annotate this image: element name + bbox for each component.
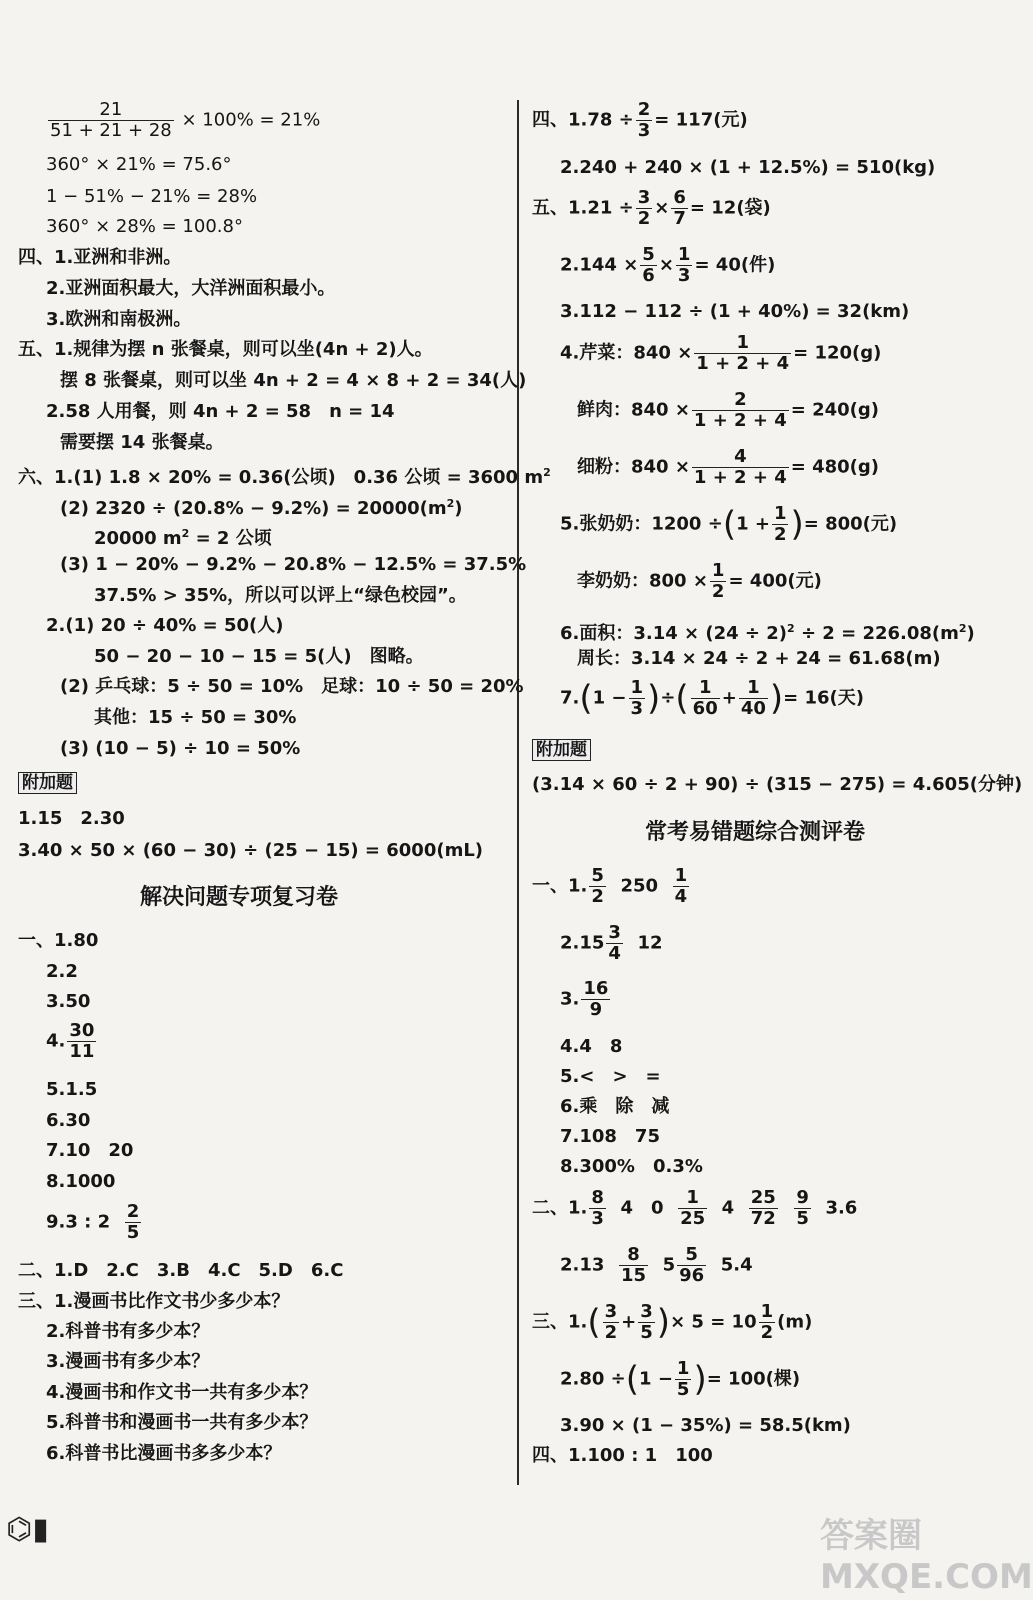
answer-line: 3.40 × 50 × (60 − 30) ÷ (25 − 15) = 6000(mL) [18,840,484,861]
fraction-line: 4.芹菜：840 × $\frac{1}{1 + 2 + 4}$ = 120(g) [560,332,882,374]
answer-line: 摆 8 张餐桌，则可以坐 4n + 2 = 4 × 8 + 2 = 34(人) [60,370,527,391]
answer-line: 8.300% 0.3% [560,1156,703,1177]
answer-line: (3) 1 − 20% − 9.2% − 20.8% − 12.5% = 37.5% [60,554,527,575]
answer-line: 其他：15 ÷ 50 = 30% [94,707,297,728]
answer-line: 7.108 75 [560,1126,660,1147]
answer-line: 周长：3.14 × 24 ÷ 2 + 24 = 61.68(m) [577,648,941,669]
answer-line: 五、1.规律为摆 n 张餐桌，则可以坐(4n + 2)人。 [18,339,433,360]
answer-line: 2.240 + 240 × (1 + 12.5%) = 510(kg) [560,157,936,178]
answer-line: 六、1.(1) 1.8 × 20% = 0.36(公顷) 0.36 公顷 = 3600 $m^2$ [18,466,551,488]
answer-line: 3.欧洲和南极洲。 [46,309,192,330]
answer-line: 三、1.漫画书比作文书少多少本？ [18,1291,290,1312]
answer-line: 二、1.D 2.C 3.B 4.C 5.D 6.C [18,1260,344,1281]
answer-line: 5.科普书和漫画书一共有多少本？ [46,1412,318,1433]
fraction-line: 二、1. $\frac{8}{3}$ 4 0 $\frac{1}{25}$ 4 $\frac{25}{72}$ $\frac{9}{5}$ 3.6 [532,1187,858,1229]
answer-line: 6.科普书比漫画书多多少本？ [46,1443,282,1464]
answer-line: 2.2 [46,961,78,982]
answer-line: (2) $2320 \div (20.8\% - 9.2\%) = 20000(m^2)$ [60,497,463,519]
fraction-line: 9.3 : 2 $\frac{2}{5}$ [46,1201,140,1243]
column-divider [517,100,519,1485]
answer-line: 3.90 × (1 − 35%) = 58.5(km) [560,1415,851,1436]
answer-line: (2) 乒乓球：5 ÷ 50 = 10% 足球：10 ÷ 50 = 20% [60,676,524,697]
fraction-line: 四、1.78 ÷ $\frac{2}{3}$ = 117(元) [532,99,748,141]
fraction-line: 三、1.( $\frac{3}{2}$ + $\frac{3}{5}$ )× 5 = 10 $\frac{1}{2}$ (m) [532,1301,813,1343]
answer-line: 6.面积：$3.14 \times (24 \div 2)^2 \div 2 = 226.08(m^2)$ [560,622,975,644]
answer-line: 2.(1) 20 ÷ 40% = 50(人) [46,615,284,636]
fraction-line: 5.张奶奶：1200 ÷(1 + $\frac{1}{2}$ )= 800(元) [560,503,898,545]
answer-line: 2.科普书有多少本？ [46,1321,210,1342]
answer-line: 20000 $m^2 = 2$ 公顷 [94,527,272,549]
fraction-line: $\frac{21}{51 + 21 + 28}$ × 100% = 21% [50,99,321,141]
answer-line: 需要摆 14 张餐桌。 [60,432,224,453]
answer-line: 四、1.亚洲和非洲。 [18,247,182,268]
answer-line: 5.< > = [560,1066,661,1087]
answer-line: 四、1.100 : 1 100 [532,1445,713,1466]
answer-line: 8.1000 [46,1171,116,1192]
calc-line: 360° × 28% = 100.8° [46,216,243,237]
fraction-line: 鲜肉：840 × $\frac{2}{1 + 2 + 4}$ = 240(g) [577,389,879,431]
fraction-line: 细粉：840 × $\frac{4}{1 + 2 + 4}$ = 480(g) [577,446,879,488]
fraction-line: 2.80 ÷(1 − $\frac{1}{5}$ )= 100(棵) [560,1358,801,1400]
extra-label: 附加题 [532,738,591,762]
fraction-line: 五、1.21 ÷ $\frac{3}{2}$ × $\frac{6}{7}$ = 12(袋) [532,187,771,229]
fraction-line: 2.13 $\frac{8}{15}$ 5 $\frac{5}{96}$ 5.4 [560,1244,753,1286]
answer-line: (3.14 × 60 ÷ 2 + 90) ÷ (315 − 275) = 4.605(分钟) [532,774,1023,795]
answer-line: 2.58 人用餐，则 4n + 2 = 58 n = 14 [46,401,395,422]
answer-line: 6.乘 除 减 [560,1096,670,1117]
answer-line: (3) (10 − 5) ÷ 10 = 50% [60,738,301,759]
section-title: 解决问题专项复习卷 [140,885,339,910]
answer-line: 1.15 2.30 [18,808,125,829]
section-title: 常考易错题综合测评卷 [645,820,866,845]
watermark: 答案圈 MXQE.COM [820,1516,1033,1597]
fraction-line: 2.144 × $\frac{5}{6}$ × $\frac{1}{3}$ = 40(件) [560,244,776,286]
fraction-line: 李奶奶：800 × $\frac{1}{2}$ = 400(元) [577,560,822,602]
answer-line: 3.漫画书有多少本？ [46,1351,210,1372]
answer-line: 5.1.5 [46,1079,98,1100]
calc-line: 360° × 21% = 75.6° [46,154,232,175]
fraction-line: 3. $\frac{16}{9}$ [560,978,609,1020]
answer-line: 一、1.80 [18,930,99,951]
calc-line: 1 − 51% − 21% = 28% [46,186,258,207]
extra-label: 附加题 [18,771,77,795]
page-corner-logo-icon: ⌬▮ [6,1512,49,1547]
fraction-line: 2.15 $\frac{3}{4}$ 12 [560,922,663,964]
fraction-line: 一、1. $\frac{5}{2}$ 250 $\frac{1}{4}$ [532,865,688,907]
answer-line: 4.4 8 [560,1036,623,1057]
answer-line: 7.10 20 [46,1140,134,1161]
answer-line: 2.亚洲面积最大，大洋洲面积最小。 [46,278,336,299]
answer-line: 3.50 [46,991,91,1012]
answer-line: 3.112 − 112 ÷ (1 + 40%) = 32(km) [560,301,910,322]
answer-line: 37.5% > 35%，所以可以评上“绿色校园”。 [94,585,467,606]
answer-line: 6.30 [46,1110,91,1131]
answer-line: 50 − 20 − 10 − 15 = 5(人) 图略。 [94,646,424,667]
fraction-line: 7.(1 − $\frac{1}{3}$ )÷( $\frac{1}{60}$ + $\frac{1}{40}$ )= 16(天) [560,677,865,719]
fraction-line: 4. $\frac{30}{11}$ [46,1020,95,1062]
answer-line: 4.漫画书和作文书一共有多少本？ [46,1382,318,1403]
